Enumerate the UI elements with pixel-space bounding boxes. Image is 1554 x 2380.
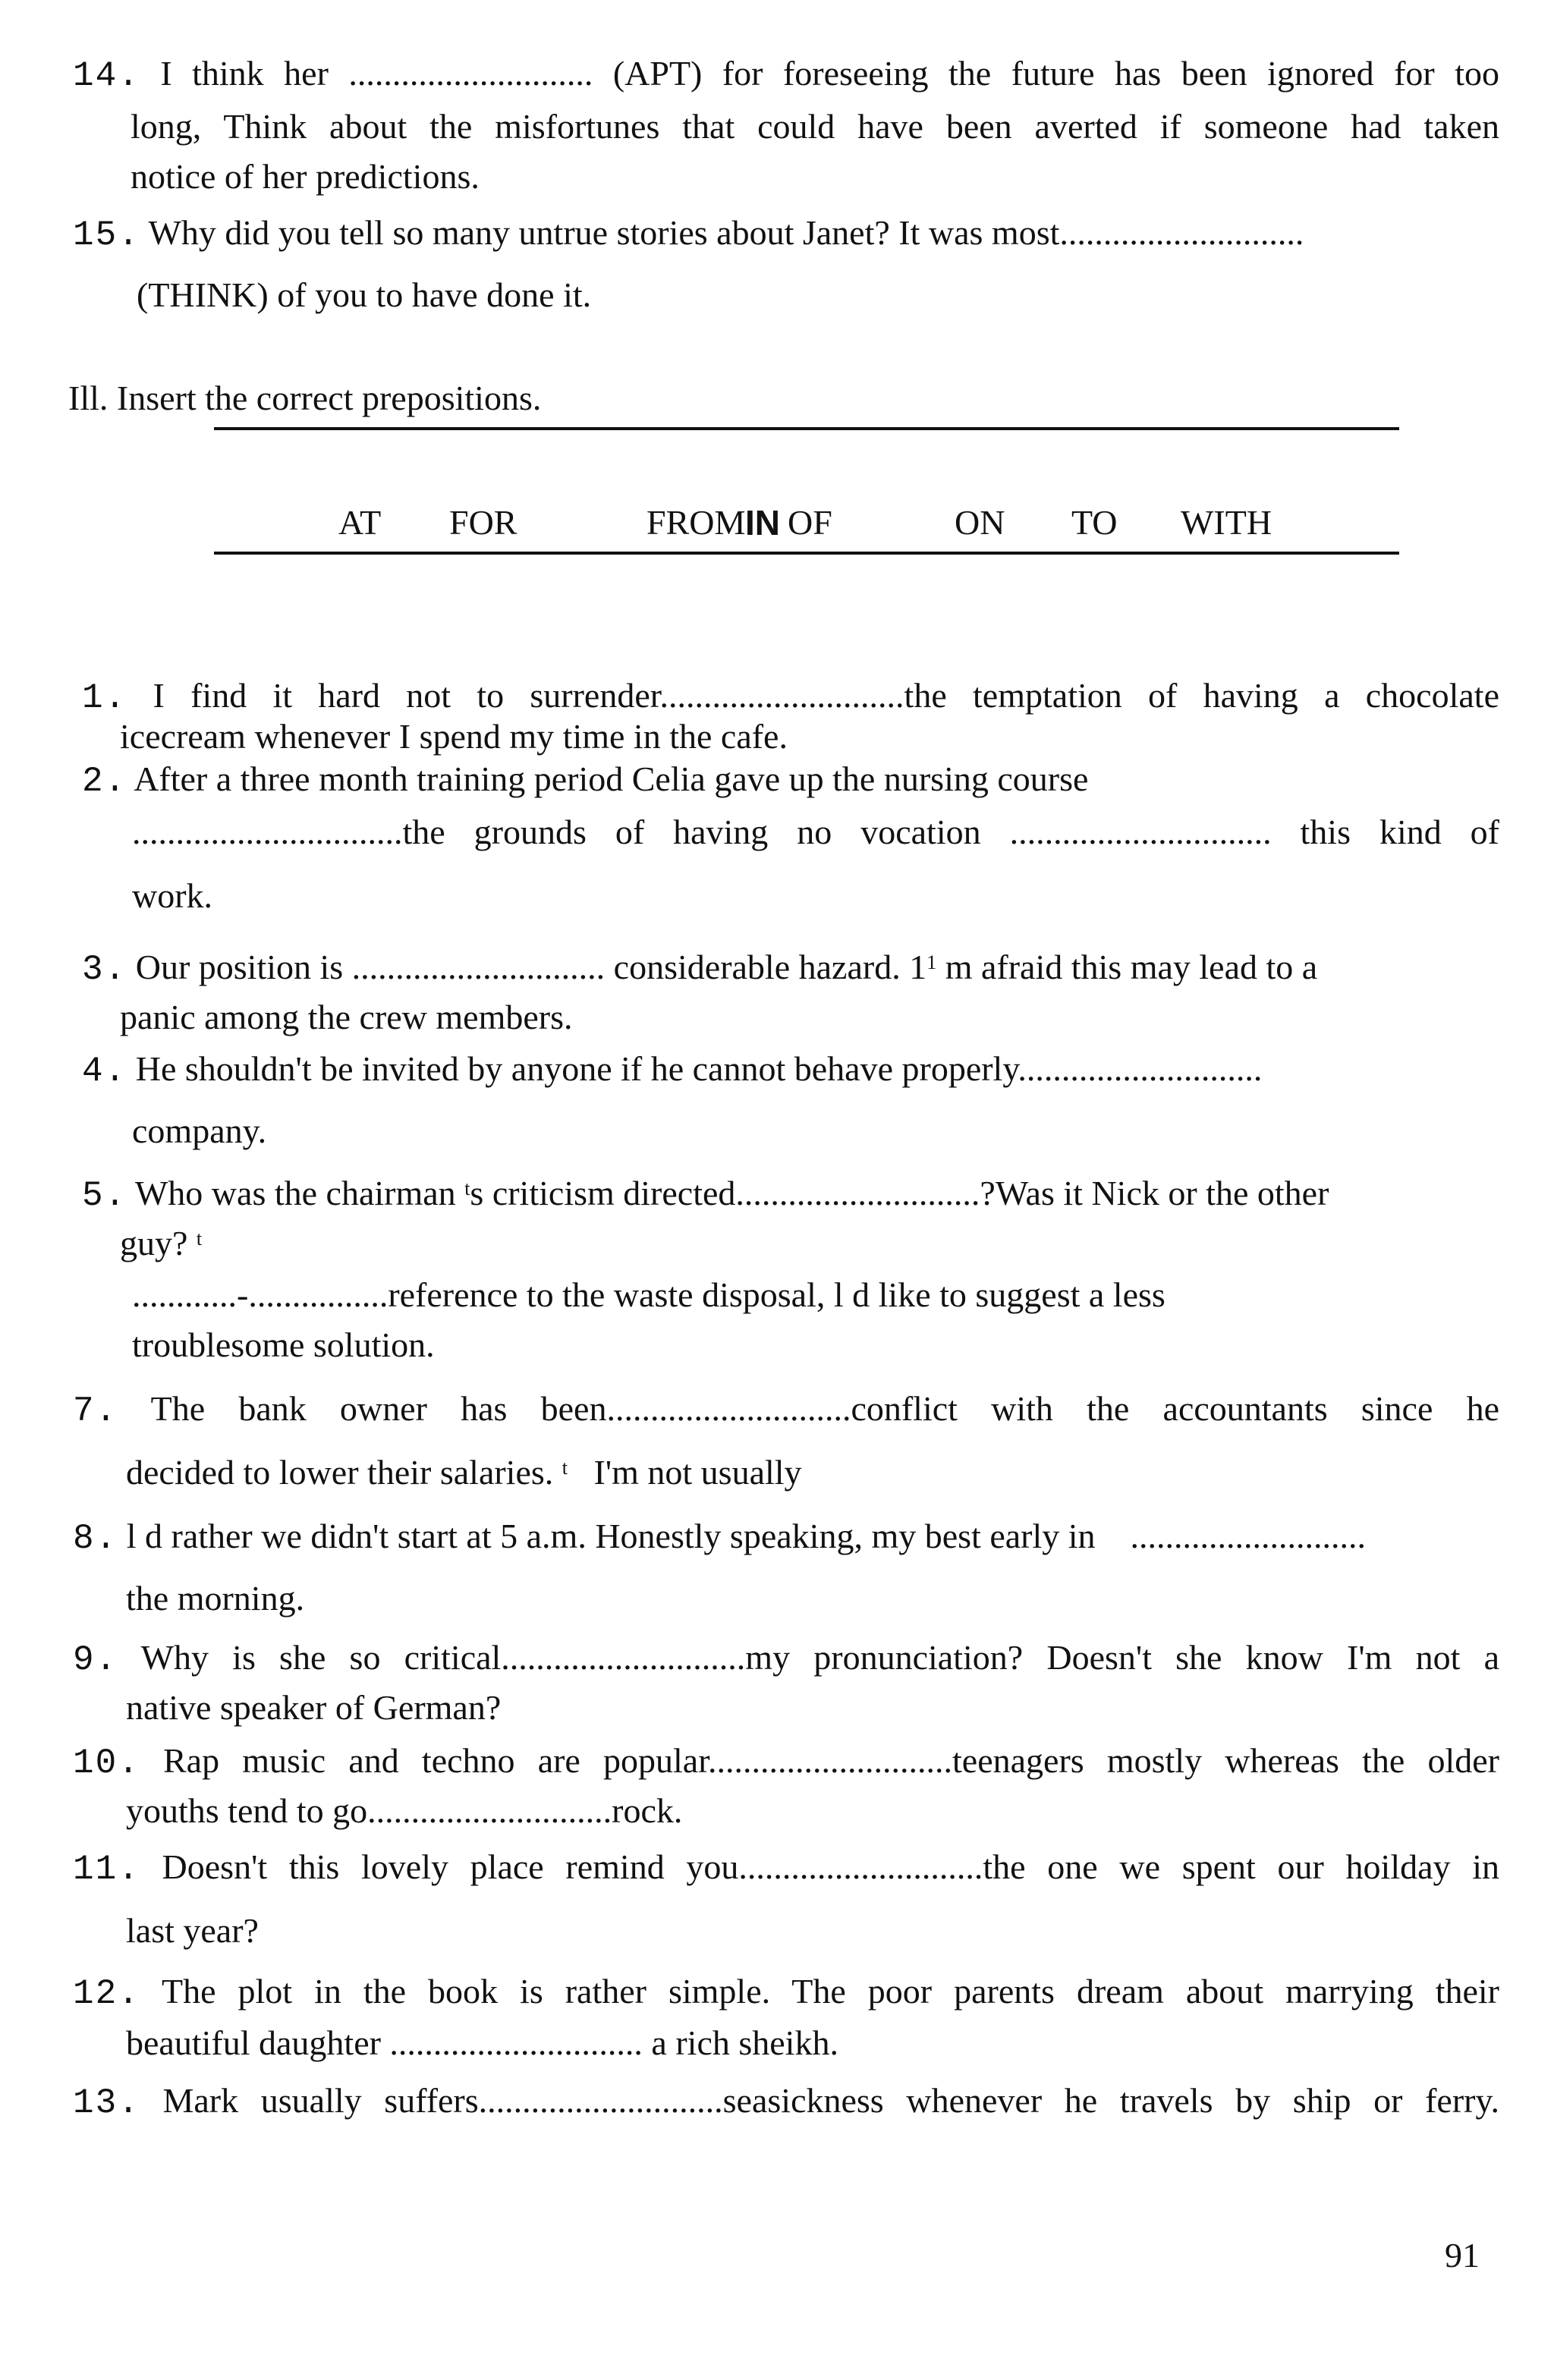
item-number: 7. — [73, 1391, 118, 1431]
word-bank-item: FROM — [646, 503, 746, 542]
word-bank-top-rule — [214, 427, 1399, 430]
item-text: (THINK) of you to have done it. — [137, 275, 592, 314]
item-text: youths tend to go............................rock. — [126, 1791, 683, 1830]
item-number: 1. — [82, 678, 127, 718]
item-text: native speaker of German? — [126, 1688, 502, 1727]
word-bank-item: FOR — [449, 503, 517, 542]
item-text: I think her ............................ (APT) for foreseeing the future has been ignored for too — [160, 54, 1499, 93]
item-text: Mark usually suffers............................seasickness whenever he travels by ship or ferry. — [162, 2081, 1499, 2120]
item-text: Why is she so critical............................my pronunciation? Doesn't she know I'm not a — [140, 1638, 1499, 1677]
word-bank-item: AT — [338, 503, 382, 542]
item-text: ............-................reference to the waste disposal, l d like to suggest a less — [132, 1275, 1166, 1314]
item-text: last year? — [126, 1911, 259, 1950]
word-bank-item: WITH — [1181, 503, 1272, 542]
item-text: the morning. — [126, 1579, 305, 1618]
item-number: 10. — [73, 1743, 140, 1783]
word-bank — [214, 502, 1399, 555]
word-bank-item: OF — [788, 503, 832, 542]
item-number: 15. — [73, 215, 140, 255]
item-text: decided to lower their salaries. — [126, 1453, 554, 1492]
item-text: Doesn't this lovely place remind you............................the one we spent our hoilday in — [162, 1847, 1499, 1886]
word-bank-bottom-rule — [214, 552, 1399, 555]
item-text: panic among the crew members. — [120, 998, 573, 1036]
item-text: work. — [132, 876, 213, 915]
superscript-mark: t — [464, 1177, 470, 1199]
item-text: I'm not usually — [593, 1453, 802, 1492]
item-text: ...............................the grounds of having no vocation .............................. this kind of — [132, 813, 1499, 851]
item-text: l d rather we didn't start at 5 a.m. Honestly speaking, my best early in — [126, 1517, 1096, 1555]
item-number: 2. — [82, 762, 127, 801]
item-number: 13. — [73, 2083, 140, 2123]
item-text: guy? — [120, 1224, 188, 1262]
item-text: Our position is ............................. considerable hazard. 1 — [135, 948, 927, 986]
item-number: 12. — [73, 1974, 140, 2014]
item-text: troublesome solution. — [132, 1325, 435, 1364]
superscript-mark: t — [562, 1457, 568, 1479]
item-text: Rap music and techno are popular............................teenagers mostly whereas the older — [163, 1741, 1499, 1780]
item-text: s criticism directed............................?Was it Nick or the other — [470, 1174, 1329, 1212]
item-number: 14. — [73, 56, 140, 96]
item-text: I find it hard not to surrender............................the temptation of having a chocolate — [153, 676, 1499, 715]
item-text: icecream whenever I spend my time in the cafe. — [120, 717, 788, 756]
item-number: 3. — [82, 950, 127, 989]
item-text: notice of her predictions. — [131, 157, 480, 196]
item-text: He shouldn't be invited by anyone if he cannot behave properly............................ — [135, 1049, 1263, 1088]
word-bank-item: IN — [745, 503, 780, 542]
item-text: company. — [132, 1111, 267, 1150]
item-number: 9. — [73, 1640, 118, 1680]
item-text: The bank owner has been............................conflict with the accountants since he — [150, 1389, 1499, 1428]
item-text: Why did you tell so many untrue stories about Janet? It was most............................ — [148, 213, 1304, 252]
page-number: 91 — [1445, 2236, 1480, 2275]
item-text: m afraid this may lead to a — [945, 948, 1318, 986]
item-number: 8. — [73, 1519, 118, 1558]
item-number: 4. — [82, 1052, 127, 1091]
answer-blank: ........................... — [1130, 1517, 1367, 1555]
item-text: After a three month training period Celia gave up the nursing course — [134, 759, 1089, 798]
item-number: 11. — [73, 1850, 140, 1889]
item-text: Who was the chairman — [134, 1174, 456, 1212]
section-heading: Ill. Insert the correct prepositions. — [68, 379, 542, 417]
superscript-mark: 1 — [926, 951, 937, 973]
item-number: 5. — [82, 1176, 127, 1215]
word-bank-item: TO — [1071, 503, 1118, 542]
item-text: The plot in the book is rather simple. The poor parents dream about marrying their — [162, 1972, 1499, 2011]
superscript-mark: t — [196, 1228, 203, 1250]
item-text: beautiful daughter ............................. a rich sheikh. — [126, 2023, 838, 2062]
item-text: long, Think about the misfortunes that could have been averted if someone had taken — [131, 107, 1499, 146]
word-bank-item: ON — [955, 503, 1005, 542]
